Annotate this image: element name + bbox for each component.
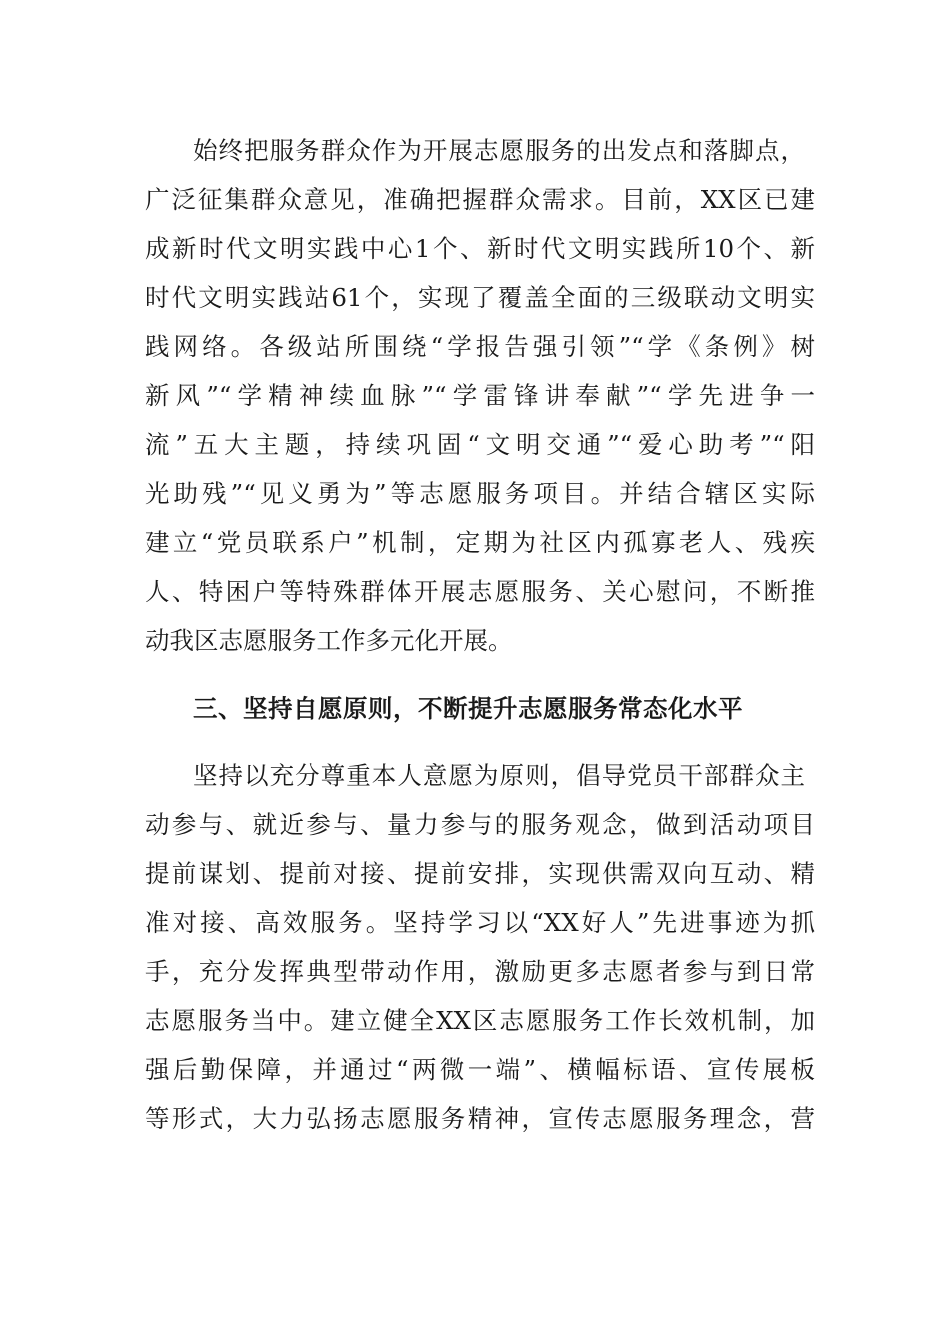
paragraph2-line: 动参与、就近参与、量力参与的服务观念，做到活动项目 [145,810,815,839]
section-heading: 三、坚持自愿原则，不断提升志愿服务常态化水平 [193,694,743,723]
paragraph1-line: 广泛征集群众意见，准确把握群众需求。目前，XX区已建 [145,185,815,214]
paragraph1-line: 建立“党员联系户”机制，定期为社区内孤寡老人、残疾 [145,528,815,557]
paragraph1-line: 动我区志愿服务工作多元化开展。 [145,626,513,655]
paragraph1-line: 新风”“学精神续血脉”“学雷锋讲奉献”“学先进争一 [145,381,815,410]
paragraph2-line: 准对接、高效服务。坚持学习以“XX好人”先进事迹为抓 [145,908,815,937]
paragraph1-line: 流”五大主题，持续巩固“文明交通”“爱心助考”“阳 [145,430,815,459]
paragraph1-line: 人、特困户等特殊群体开展志愿服务、关心慰问，不断推 [145,577,815,606]
paragraph2-line: 手，充分发挥典型带动作用，激励更多志愿者参与到日常 [145,957,815,986]
paragraph2-line: 志愿服务当中。建立健全XX区志愿服务工作长效机制，加 [145,1006,815,1035]
paragraph1-line: 成新时代文明实践中心1个、新时代文明实践所10个、新 [145,234,815,263]
paragraph2-line: 提前谋划、提前对接、提前安排，实现供需双向互动、精 [145,859,815,888]
paragraph2-line: 坚持以充分尊重本人意愿为原则，倡导党员干部群众主 [193,761,805,790]
paragraph1-line: 光助残”“见义勇为”等志愿服务项目。并结合辖区实际 [145,479,815,508]
paragraph1-line: 践网络。各级站所围绕“学报告强引领”“学《条例》树 [145,332,815,361]
paragraph1-line: 始终把服务群众作为开展志愿服务的出发点和落脚点， [193,136,805,165]
paragraph2-line: 强后勤保障，并通过“两微一端”、横幅标语、宣传展板 [145,1055,815,1084]
paragraph2-line: 等形式，大力弘扬志愿服务精神，宣传志愿服务理念，营 [145,1104,815,1133]
paragraph1-line: 时代文明实践站61个，实现了覆盖全面的三级联动文明实 [145,283,815,312]
